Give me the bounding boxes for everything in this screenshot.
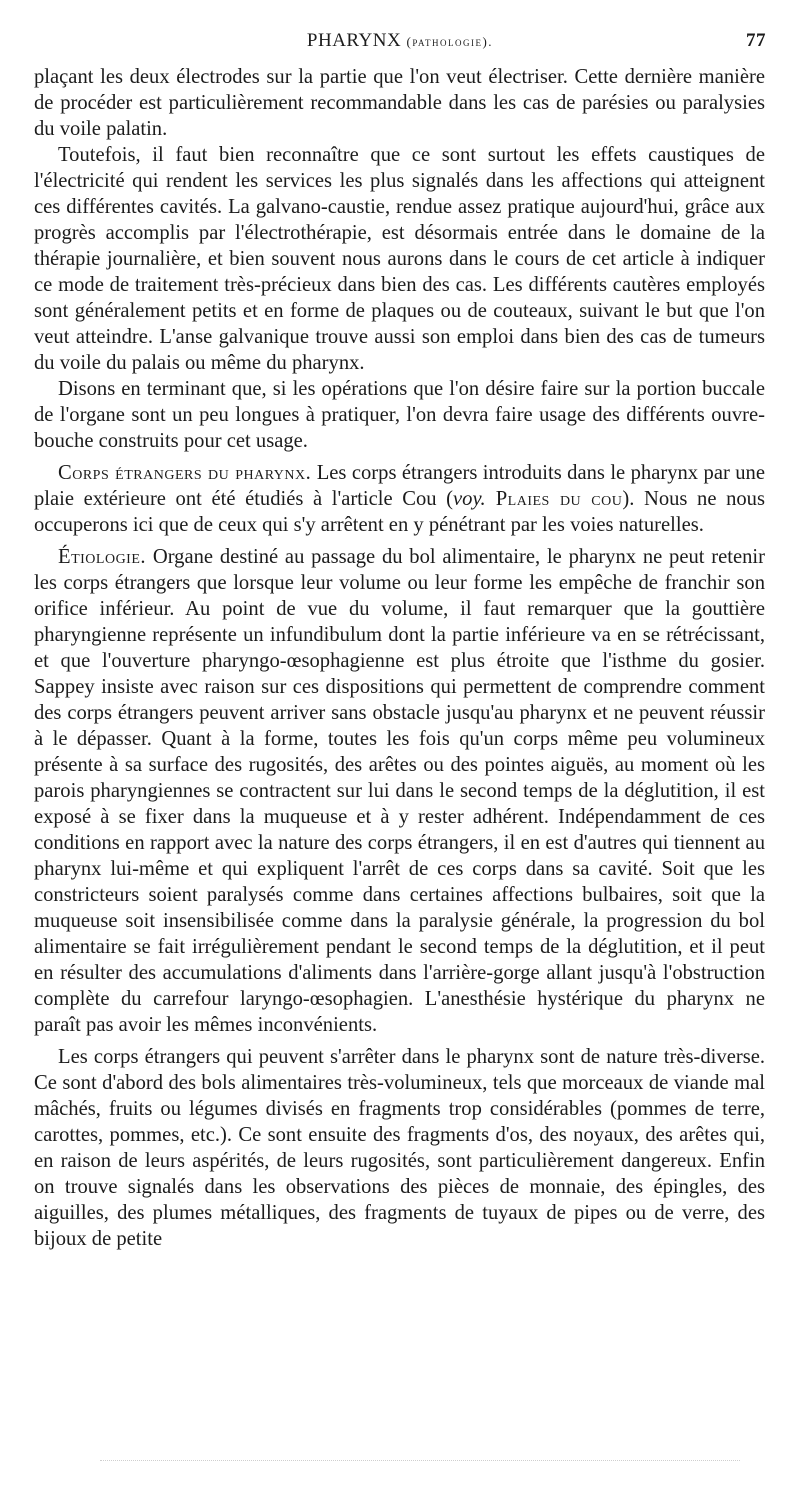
header-subtitle: (pathologie). — [406, 34, 494, 49]
body-text — [34, 64, 765, 1252]
paragraph-1: plaçant les deux électrodes sur la partie que l'on veut électriser. Cette dernière manière de procéder est particulièrement recommandable dans les cas de parésies ou paralysies du voile palatin. — [34, 66, 765, 140]
paragraph-5-text: Organe destiné au passage du bol alimentaire, le pharynx ne peut retenir les corps étrangers que lorsque leur volume ou leur forme les empêche de franchir son orifice inférieur. Au point de vue du volume, il faut remarquer que la gouttière pharyngienne représente un infundibulum dont la partie inférieure va en se rétrécissant, et que l'ouverture pharyngo-œsophagienne est plus étroite que l'isthme du gosier. Sappey insiste avec raison sur ces dispositions qui permettent de comprendre comment des corps étrangers peuvent arriver sans obstacle jusqu'au pharynx et ne peuvent réussir à le dépasser. Quant à la forme, toutes les fois qu'un corps même peu volumineux présente à sa surface des rugosités, des arêtes ou des pointes aiguës, au moment où les parois pharyngiennes se contractent sur lui dans le second temps de la déglutition, il est exposé à se fixer dans la muqueuse et à y rester adhérent. Indépendamment de ces conditions en rapport avec la nature des corps étrangers, il en est d'autres qui tiennent au pharynx lui-même et qui expliquent l'arrêt de ces corps dans sa cavité. Soit que les constricteurs soient paralysés comme dans certaines affections bulbaires, soit que la muqueuse soit insensibilisée comme dans la paralysie générale, la progression du bol alimentaire se fait irrégulièrement pendant le second temps de la déglutition, et il peut en résulter des accumulations d'aliments dans l'arrière-gorge allant jusqu'à l'obstruction complète du carrefour laryngo-œsophagien. L'anesthésie hystérique du pharynx ne paraît pas avoir les mêmes inconvénients. — [34, 546, 765, 1036]
paragraph-4-text-a: Les corps étrangers introduits dans le pharynx par une plaie extérieure ont été étudiés à l'article Cou ( — [34, 462, 765, 510]
paragraph-5 — [34, 544, 765, 1038]
paragraph-4 — [34, 460, 765, 538]
paragraph-2: Toutefois, il faut bien reconnaître que ce sont surtout les effets caustiques de l'électricité qui rendent les services les plus signalés dans les affections qui atteignent ces différentes cavités. La galvano-caustie, rendue assez pratique aujourd'hui, grâce aux progrès accomplis par l'électrothérapie, est désormais entrée dans le domaine de la thérapie journalière, et bien souvent nous aurons dans le cours de cet article à indiquer ce mode de traitement très-précieux dans bien des cas. Les différents cautères employés sont généralement petits et en forme de plaques ou de couteaux, suivant le but que l'on veut atteindre. L'anse galvanique trouve aussi son emploi dans bien des cas de tumeurs du voile du palais ou même du pharynx. — [34, 144, 765, 374]
running-header — [34, 30, 766, 56]
paragraph-4-voy: voy. — [453, 488, 486, 510]
header-title-main: PHARYNX — [306, 30, 402, 51]
footer-rule — [100, 1460, 740, 1462]
paragraph-4-reference: Plaies du cou — [485, 488, 623, 510]
paragraph-3: Disons en terminant que, si les opérations que l'on désire faire sur la portion buccale de l'organe sont un peu longues à pratiquer, l'on devra faire usage des différents ouvre-bouche construits pour cet usage. — [34, 378, 765, 452]
section-heading-etiology: Étiologie. — [58, 546, 147, 568]
page-number: 77 — [746, 30, 766, 51]
section-heading-foreign-bodies: Corps étrangers du pharynx. — [58, 462, 312, 484]
paragraph-6: Les corps étrangers qui peuvent s'arrêter dans le pharynx sont de nature très-diverse. Ce sont d'abord des bols alimentaires très-volumineux, tels que morceaux de viande mal mâchés, fruits ou légumes divisés en fragments trop considérables (pommes de terre, carottes, pommes, etc.). Ce sont ensuite des fragments d'os, des noyaux, des arêtes qui, en raison de leurs aspérités, de leurs rugosités, sont particulièrement dangereux. Enfin on trouve signalés dans les observations des pièces de monnaie, des épingles, des aiguilles, des plumes métalliques, des fragments de tuyaux de pipes ou de verre, des bijoux de petite — [34, 1046, 765, 1250]
paragraph-4-text-b: ). Nous ne nous occuperons ici que de ceux qui s'y arrêtent en y pénétrant par les voies naturelles. — [34, 488, 765, 536]
header-title — [34, 30, 766, 52]
